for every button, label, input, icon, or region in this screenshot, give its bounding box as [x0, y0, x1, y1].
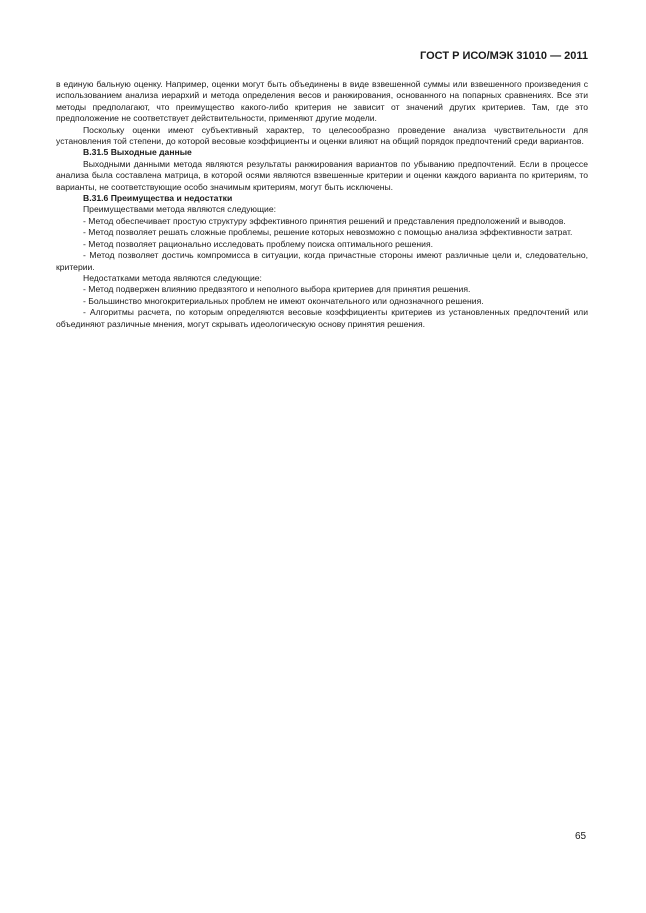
paragraph-advantages-intro: Преимуществами метода являются следующие:	[83, 204, 277, 215]
page-number: 65	[575, 831, 587, 842]
document-header: ГОСТ Р ИСО/МЭК 31010 — 2011	[420, 50, 588, 62]
paragraph-disadvantages-intro: Недостатками метода являются следующие:	[83, 272, 262, 283]
paragraph-output-data: Выходными данными метода являются результаты ранжирования вариантов по убыванию предпочтений. Если в процессе анализа была составлена матрица, в которой осями являются взвешенные критерии и оценки каждого варианта по критериям, то варианты, не соответствующие особо значимым критериям, могут быть исключены.	[56, 158, 588, 192]
list-item-disadvantage: - Большинство многокритериальных проблем не имеют окончательного или однозначного решения.	[83, 295, 484, 306]
list-item-advantage: - Метод позволяет решать сложные проблемы, решение которых невозможно с помощью анализа эффективности затрат.	[83, 227, 573, 238]
paragraph-sensitivity-analysis: Поскольку оценки имеют субъективный характер, то целесообразно проведение анализа чувствительности для установления той степени, до которой весовые коэффициенты и оценки влияют на общий порядок предпочтений среди вариантов.	[56, 124, 588, 147]
section-heading-output: В.31.5 Выходные данные	[83, 147, 192, 158]
document-body	[56, 79, 588, 330]
list-item-disadvantage: - Алгоритмы расчета, по которым определяются весовые коэффициенты критериев из установленных предпочтений или объединяют различные мнения, могут скрывать идеологическую основу принятия решения.	[56, 307, 588, 329]
paragraph-weighted-scores: в единую бальную оценку. Например, оценки могут быть объединены в виде взвешенной суммы или взвешенного произведения с использованием анализа иерархий и метода определения весов и ранжирования, основанного на попарных сравнениях. Все эти методы предполагают, что преимущество какого-либо критерия не зависит от значений других критериев. Там, где это предположение не соответствует действительности, применяют другие модели.	[56, 79, 588, 124]
section-heading-pros-cons: В.31.6 Преимущества и недостатки	[83, 193, 233, 204]
list-item-advantage: - Метод позволяет достичь компромисса в ситуации, когда причастные стороны имеют различные цели и, следовательно, критерии.	[56, 250, 588, 272]
list-item-advantage: - Метод обеспечивает простую структуру эффективного принятия решений и представления предположений и выводов.	[83, 215, 566, 226]
list-item-advantage: - Метод позволяет рационально исследовать проблему поиска оптимального решения.	[83, 238, 433, 249]
list-item-disadvantage: - Метод подвержен влиянию предвзятого и неполного выбора критериев для принятия решения.	[83, 284, 471, 295]
